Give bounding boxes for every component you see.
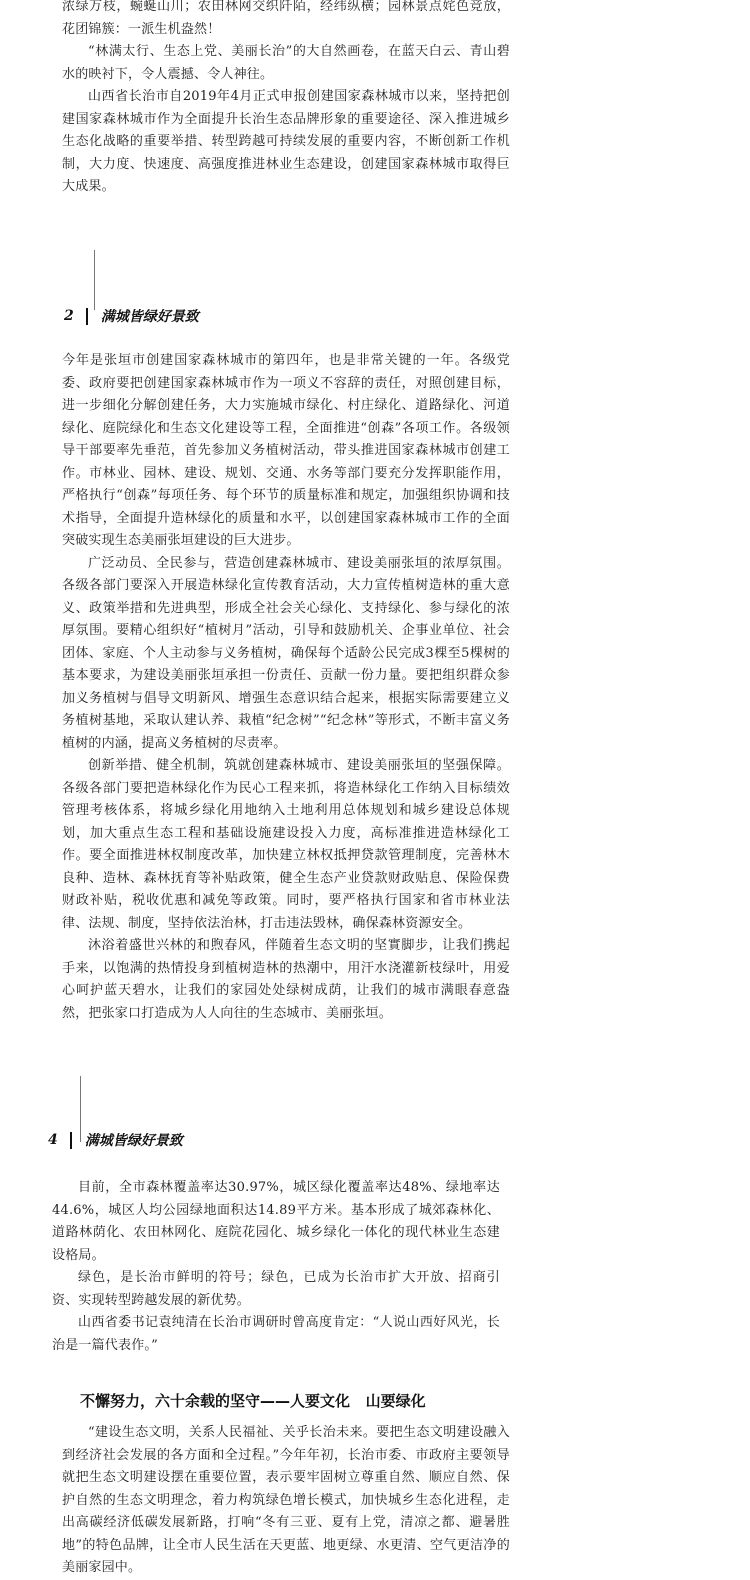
top-paragraph-3: 山西省长治市自2019年4月正式申报创建国家森林城市以来，坚持把创建国家森林城市作为全面提升长治生态品牌形象的重要途径、深入推进城乡生态化战略的重要举措、转型跨越可持续发展的重要内容，不断创新工作机制，大力度、快速度、高强度推进林业生态建设，创建国家森林城市取得巨大成果。 <box>62 89 510 194</box>
header-rule-vertical <box>94 250 95 310</box>
body-paragraph: 目前，全市森林覆盖率达30.97%，城区绿化覆盖率达48%、绿地率达44.6%，城区人均公园绿地面积达14.89平方米。基本形成了城郊森林化、道路林荫化、农田林网化、庭院花园化、城乡绿化一体化的现代林业生态建设格局。 <box>52 1180 500 1263</box>
body-paragraph: 广泛动员、全民参与，营造创建森林城市、建设美丽张垣的浓厚氛围。各级各部门要深入开展造林绿化宣传教育活动，大力宣传植树造林的重大意义、政策举措和先进典型，形成全社会关心绿化、支持绿化、参与绿化的浓厚氛围。要精心组织好“植树月”活动，引导和鼓励机关、企事业单位、社会团体、家庭、个人主动参与义务植树，确保每个适龄公民完成3棵至5棵树的基本要求，为建设美丽张垣承担一份责任、贡献一份力量。要把组织群众参加义务植树与倡导文明新风、增强生态意识结合起来，根据实际需要建立义务植树基地，采取认建认养、栽植“纪念树”“纪念林”等形式，不断丰富义务植树的内涵，提高义务植树的尽责率。 <box>62 555 510 751</box>
body-paragraph: 山西省委书记袁纯清在长治市调研时曾高度肯定：“人说山西好风光，长治是一篇代表作。” <box>52 1315 500 1353</box>
body-paragraph: 今年是张垣市创建国家森林城市的第四年，也是非常关键的一年。各级党委、政府要把创建国家森林城市作为一项义不容辞的责任，对照创建目标，进一步细化分解创建任务，大力实施城市绿化、村庄绿化、道路绿化、河道绿化、庭院绿化和生态文化建设等工程，全面推进“创森”各项工作。各级领导干部要率先垂范，首先参加义务植树活动，带头推进国家森林城市创建工作。市林业、园林、建设、规划、交通、水务等部门要充分发挥职能作用，严格执行“创森”每项任务、每个环节的质量标准和规定，加强组织协调和技术指导，全面提升造林绿化的质量和水平，以创建国家森林城市工作的全面突破实现生态美丽张垣建设的巨大进步。 <box>62 353 510 548</box>
body-paragraph: “建设生态文明，关系人民福祉、关乎长治未来。要把生态文明建设融入到经济社会发展的各方面和全过程。”今年年初，长治市委、市政府主要领导就把生态文明建设摆在重要位置，表示要牢固树立尊重自然、顺应自然、保护自然的生态文明理念，着力构筑绿色增长模式，加快城乡生态化进程，走出高碳经济低碳发展新路，打响“冬有三亚、夏有上党，清凉之都、避暑胜地”的特色品牌，让全市人民生活在天更蓝、地更绿、水更清、空气更洁净的美丽家园中。 <box>62 1425 510 1575</box>
section-heading: 不懈努力，六十余载的坚守——人要文化 山要绿化 <box>80 1392 426 1410</box>
page-number: 4 <box>48 1132 58 1148</box>
top-paragraph-1: 浓绿万枝，蜿蜒山川；农田林网交织阡陌，经纬纵横；园林景点姹色竞放，花团锦簇：一派生机盎然！ <box>62 0 510 37</box>
running-header-title: 满城皆绿好景致 <box>84 1133 183 1149</box>
header-separator <box>70 1132 72 1149</box>
body-paragraph: 绿色，是长治市鲜明的符号；绿色，已成为长治市扩大开放、招商引资、实现转型跨越发展的新优势。 <box>52 1270 500 1308</box>
body-paragraph: 沐浴着盛世兴林的和煦春风，伴随着生态文明的坚實脚步，让我们携起手来，以饱满的热情投身到植树造林的热潮中，用汗水浇灌新枝绿叶，用爱心呵护蓝天碧水，让我们的家园处处绿树成荫，让我们的城市满眼春意盎然，把张家口打造成为人人向往的生态城市、美丽张垣。 <box>62 938 510 1021</box>
page-2-body <box>62 350 510 1040</box>
running-header-title: 满城皆绿好景致 <box>100 309 199 325</box>
running-header-page-4 <box>48 1130 183 1150</box>
page-number: 2 <box>64 308 74 324</box>
running-header-page-2 <box>64 306 199 326</box>
body-paragraph: 创新举措、健全机制，筑就创建森林城市、建设美丽张垣的坚强保障。各级各部门要把造林绿化作为民心工程来抓，将造林绿化工作纳入目标绩效管理考核体系，将城乡绿化用地纳入土地利用总体规划和城乡建设总体规划，加大重点生态工程和基础设施建设投入力度，高标准推进造林绿化工作。要全面推进林权制度改革，加快建立林权抵押贷款管理制度，完善林木良种、造林、森林抚育等补贴政策，健全生态产业贷款财政贴息、保险保费财政补贴，税收优惠和减免等政策。同时，要严格执行国家和省市林业法律、法规、制度，坚持依法治林，打击违法毁林，确保森林资源安全。 <box>62 758 510 931</box>
page-4-body <box>52 1177 500 1367</box>
top-section <box>62 0 510 220</box>
top-paragraph-2: “林满太行、生态上党、美丽长治”的大自然画卷，在蓝天白云、青山碧水的映衬下，令人震撼、令人神往。 <box>62 44 510 82</box>
header-separator <box>86 308 88 325</box>
final-section-body <box>62 1422 510 1575</box>
